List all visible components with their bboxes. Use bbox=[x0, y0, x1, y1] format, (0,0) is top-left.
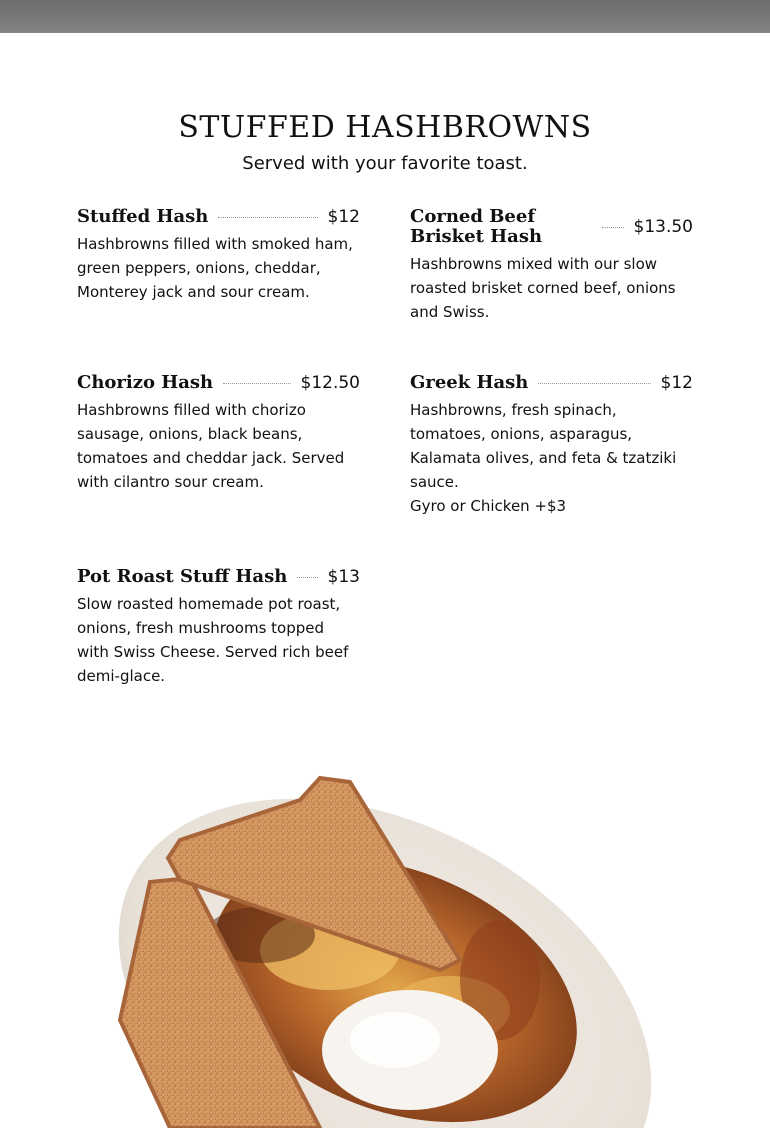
menu-item-pot-roast-stuff-hash bbox=[77, 567, 360, 688]
menu-item-description: Hashbrowns filled with chorizo sausage, onions, black beans, tomatoes and cheddar jack. Served with cilantro sour cream. bbox=[77, 401, 345, 491]
hash-plate-illustration bbox=[0, 760, 770, 1128]
section-subtitle: Served with your favorite toast. bbox=[242, 153, 528, 174]
menu-item-header bbox=[410, 373, 693, 393]
dotted-leader bbox=[223, 383, 290, 384]
menu-item-description: Hashbrowns mixed with our slow roasted brisket corned beef, onions and Swiss. bbox=[410, 255, 676, 321]
menu-item-name: Chorizo Hash bbox=[77, 372, 214, 393]
menu-item-name: Greek Hash bbox=[410, 372, 529, 393]
menu-item-price: $12 bbox=[327, 207, 360, 227]
menu-item-header bbox=[77, 373, 360, 393]
hash-plate-photo bbox=[0, 760, 770, 1128]
menu-item-add-on-note: Gyro or Chicken +$3 bbox=[410, 497, 567, 515]
menu-item-stuffed-hash bbox=[77, 207, 360, 304]
menu-item-header bbox=[77, 207, 360, 227]
menu-item-price: $13.50 bbox=[633, 217, 693, 237]
menu-item-description: Hashbrowns filled with smoked ham, green peppers, onions, cheddar, Monterey jack and sour cream. bbox=[77, 235, 353, 301]
section-title: STUFFED HASHBROWNS bbox=[178, 110, 592, 145]
menu-item-name: Corned Beef Brisket Hash bbox=[410, 206, 543, 247]
menu-item-name: Pot Roast Stuff Hash bbox=[77, 566, 288, 587]
menu-item-name: Stuffed Hash bbox=[77, 206, 209, 227]
menu-item-chorizo-hash bbox=[77, 373, 360, 494]
menu-item-price: $12.50 bbox=[300, 373, 360, 393]
header-photo-strip bbox=[0, 0, 770, 33]
menu-item-price: $13 bbox=[327, 567, 360, 587]
dotted-leader bbox=[538, 383, 650, 384]
dotted-leader bbox=[218, 217, 317, 218]
menu-item-price: $12 bbox=[660, 373, 693, 393]
menu-item-description: Slow roasted homemade pot roast, onions, fresh mushrooms topped with Swiss Cheese. Served rich beef demi-glace. bbox=[77, 595, 349, 685]
dotted-leader bbox=[602, 227, 624, 228]
menu-item-header bbox=[77, 567, 360, 587]
menu-item-corned-beef-brisket-hash bbox=[410, 207, 693, 324]
dotted-leader bbox=[297, 577, 317, 578]
menu-item-description: Hashbrowns, fresh spinach, tomatoes, onions, asparagus, Kalamata olives, and feta & tzatziki sauce. bbox=[410, 401, 677, 491]
menu-item-greek-hash bbox=[410, 373, 693, 518]
menu-item-header bbox=[410, 207, 693, 247]
